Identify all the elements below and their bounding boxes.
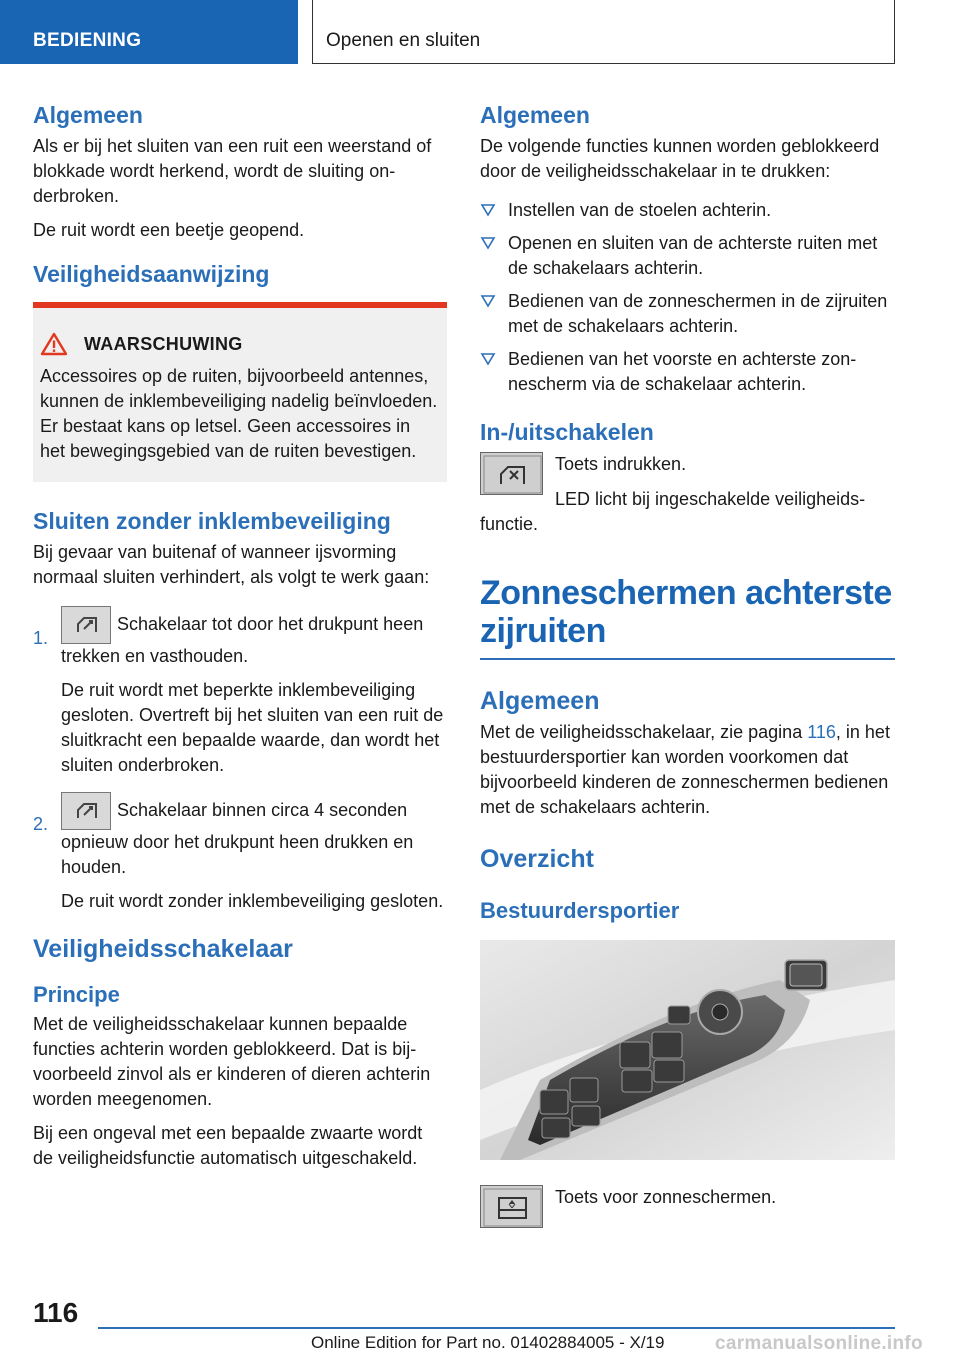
heading-rule [480,658,895,660]
heading-in-uitschakelen: In-/uitschakelen [480,418,654,445]
step-number: 2. [33,813,49,834]
step-subtext: De ruit wordt met beperkte inklembeveiliging gesloten. Overtreft bij het sluiten van een ruit de sluitkracht een bepaalde waarde, dan wordt het sluiten onderbroken. [61,679,444,775]
door-switch-panel-photo [480,940,895,1160]
footer-rule [98,1327,895,1329]
paragraph: De ruit wordt een beetje geopend. [33,219,305,240]
heading-veiligheidsschakelaar: Veiligheidsschakelaar [33,934,293,963]
paragraph: Met de veiligheidsschakelaar, zie pagina 116, in het bestuurdersportier kan worden voorkomen dat bijvoorbeeld kinderen de zonneschermen bedienen met de schakelaars achterin. [480,721,890,817]
warning-text: Accessoires op de ruiten, bijvoorbeeld antennes, kunnen de inklembeveiliging nadelig beïnvloeden. Er bestaat kans op letsel. Geen accessoires in het bewegingsgebied van de ruiten bevestigen. [40,366,438,462]
heading-algemeen: Algemeen [480,686,600,715]
heading-overzicht: Overzicht [480,844,594,873]
list-item: Bedienen van de zonneschermen in de zijruiten met de schakelaars achterin. [480,289,895,339]
list-item: Openen en sluiten van de achterste ruiten met de schakelaars achterin. [480,231,895,281]
paragraph: Toets indrukken. [555,454,687,475]
section-header [312,0,895,64]
heading-algemeen: Algemeen [33,102,143,128]
step-text: Schakelaar binnen circa 4 seconden opnieuw door het drukpunt heen drukken en houden. [61,799,414,877]
paragraph: Bij een ongeval met een bepaalde zwaarte wordt de veiligheidsfunctie automatisch uitgeschakeld. [33,1123,423,1169]
paragraph: Toets voor zonneschermen. [555,1187,777,1208]
step-subtext: De ruit wordt zonder inklembeveiliging gesloten. [61,890,444,911]
left-column [33,102,447,1180]
chapter-title: BEDIENING [33,30,142,51]
warning-box [33,302,447,482]
heading-sluiten: Sluiten zonder inklembeveiliging [33,508,391,535]
triangle-bullet-icon [480,236,496,250]
page-link[interactable]: 116 [807,721,836,742]
section-title: Openen en sluiten [326,30,481,51]
triangle-bullet-icon [480,294,496,308]
paragraph: Bij gevaar van buitenaf of wanneer ijsvorming normaal sluiten verhindert, als volgt te werk gaan: [33,541,430,587]
heading-zonneschermen: Zonneschermen achterste zijruiten [480,574,892,650]
warning-label: WAARSCHUWING [84,333,243,354]
paragraph: De volgende functies kunnen worden geblokkeerd door de veiligheidsschakelaar in te drukken: [480,135,880,181]
edition-text: Online Edition for Part no. 01402884005 - X/19 [311,1333,665,1352]
triangle-bullet-icon [480,352,496,366]
step-number: 1. [33,627,49,648]
list-item [33,606,447,778]
right-column [480,102,895,1228]
bullet-list [480,198,895,397]
page-number: 116 [33,1297,79,1328]
paragraph: Als er bij het sluiten van een ruit een weerstand of blokkade wordt herkend, wordt de sluiting onderbroken. [33,135,432,206]
heading-veiligheidsaanwijzing: Veiligheidsaanwijzing [33,260,270,287]
child-safety-switch-icon [480,452,543,495]
watermark-text: carmanualsonline.info [715,1333,923,1354]
list-item [33,792,447,914]
warning-triangle-icon [40,332,68,356]
heading-bestuurdersportier: Bestuurdersportier [480,897,680,923]
steps-list [33,606,447,914]
paragraph: Met de veiligheidsschakelaar kunnen bepaalde functies achterin worden geblokkeerd. Dat is bijvoorbeeld zinvol als er kinderen of dieren achterin worden meegenomen. [33,1014,431,1110]
paragraph: LED licht bij ingeschakelde veiligheidsfunctie. [480,489,866,535]
sunblind-switch-icon [480,1185,543,1228]
window-switch-icon [61,606,111,644]
triangle-bullet-icon [480,203,496,217]
chapter-tab [0,0,298,64]
list-item: Instellen van de stoelen achterin. [480,198,895,223]
heading-algemeen: Algemeen [480,102,590,128]
step-text: Schakelaar tot door het drukpunt heen trekken en vasthouden. [61,613,424,666]
list-item: Bedienen van het voorste en achterste zonnescherm via de schakelaar achterin. [480,347,895,397]
heading-principe: Principe [33,981,120,1007]
window-switch-icon [61,792,111,830]
